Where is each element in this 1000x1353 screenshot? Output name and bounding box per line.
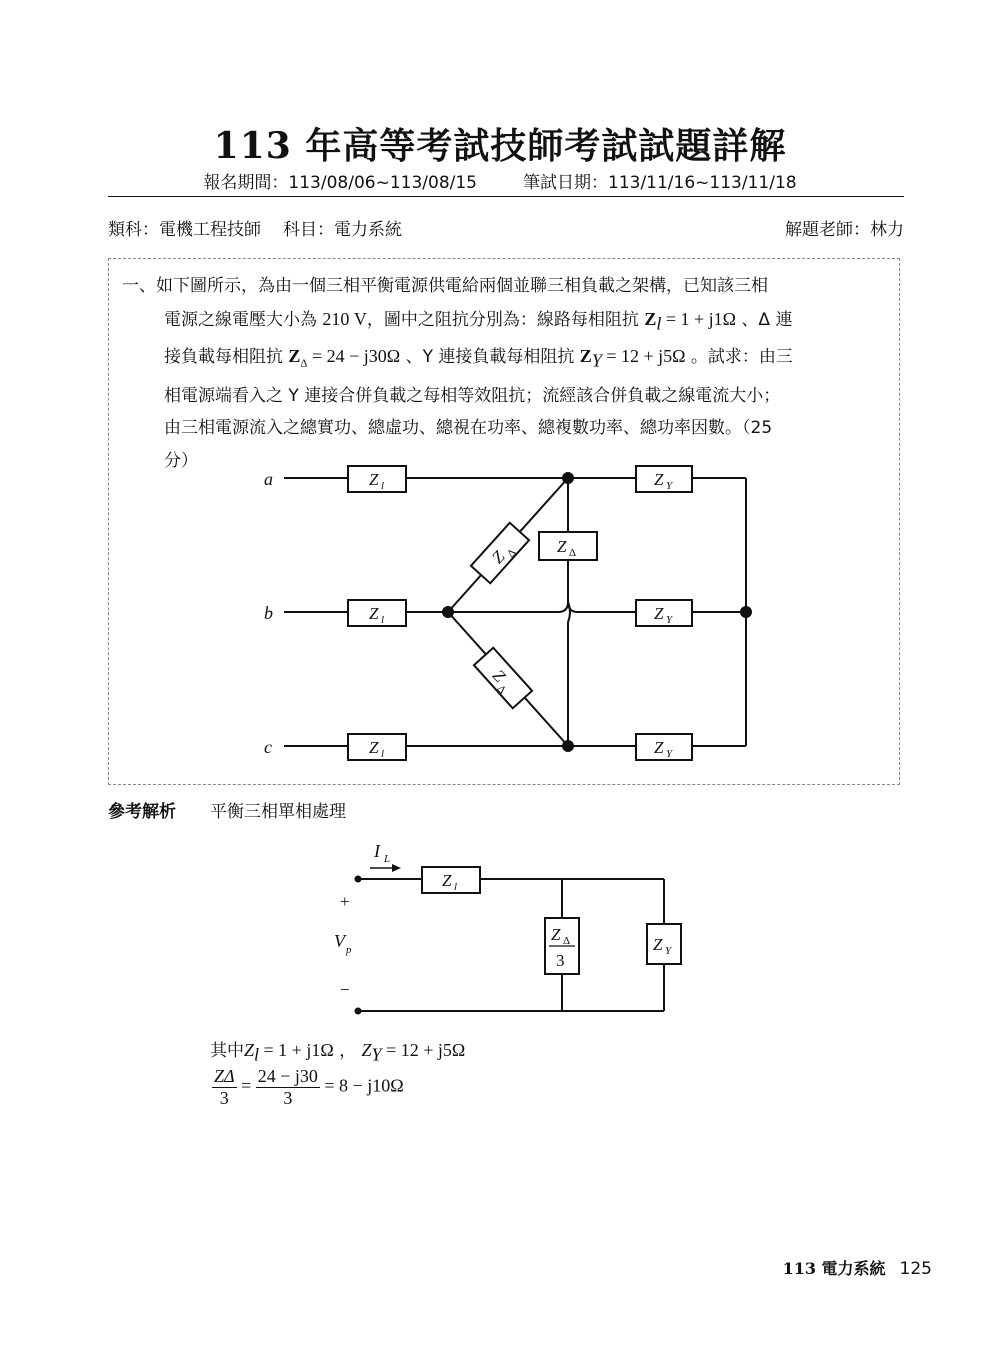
q-l2-b: ，圖中之阻抗分別為：線路每相阻抗 xyxy=(366,309,645,330)
sol-zy-sub: Y xyxy=(371,1044,382,1065)
q-l2-c: 、Δ 連 xyxy=(736,309,793,330)
zl-value: = 1 + j1Ω xyxy=(661,308,737,329)
zy-box-b xyxy=(636,600,692,626)
zy-label-b: Z xyxy=(654,604,664,623)
question-text xyxy=(122,270,894,477)
node-b-label: b xyxy=(264,603,273,623)
zl-symbol: Z xyxy=(644,308,657,329)
zl-sub-c: l xyxy=(381,748,385,760)
zy-box-a xyxy=(636,466,692,492)
wire-hop xyxy=(568,602,570,622)
zd-sub: Δ xyxy=(300,357,308,370)
question-number: 一、 xyxy=(122,276,156,296)
zd-box-vertical xyxy=(539,532,597,560)
sol-zl-eq: = 1 + j1Ω xyxy=(259,1040,334,1060)
sol-zl-symbol: Z xyxy=(244,1040,255,1060)
question-line-6: 分） xyxy=(164,450,198,471)
voltage-label: V xyxy=(334,931,345,951)
sol-zl-sub: l xyxy=(254,1044,260,1065)
fraction-values xyxy=(256,1066,320,1109)
question-line-1 xyxy=(122,270,894,303)
zy-label: Z xyxy=(653,935,663,954)
zy-sub-a: Y xyxy=(666,480,673,492)
q-l3-c: 。試求：由三 xyxy=(685,346,793,367)
question-line-2 xyxy=(122,303,894,340)
q-l3-a: 接負載每相阻抗 xyxy=(164,346,289,367)
frac1-den: 3 xyxy=(219,1088,229,1108)
answer-method: 平衡三相單相處理 xyxy=(210,802,346,822)
line-voltage-value: 210 V xyxy=(322,308,367,329)
zd-value: = 24 − j30Ω xyxy=(307,345,401,366)
node-c-label: c xyxy=(264,737,272,757)
zy-symbol: Z xyxy=(579,345,592,366)
zd-expression xyxy=(288,345,401,370)
plus-sign: + xyxy=(340,892,350,911)
zl-expression xyxy=(644,308,737,334)
zd-upper-sub: Δ xyxy=(504,546,519,561)
zd-lower-label: Z xyxy=(488,665,510,686)
junction-a xyxy=(563,473,573,483)
sol-zy-eq: = 12 + j5Ω xyxy=(381,1040,466,1060)
zy-sub-c: Y xyxy=(666,748,673,760)
zl-label-b: Z xyxy=(369,604,379,623)
y-neutral-node xyxy=(741,607,751,617)
zl-label-c: Z xyxy=(369,738,379,757)
zy-sub-b: Y xyxy=(666,614,673,626)
zd-box-lower xyxy=(472,648,532,710)
zd-upper-label: Z xyxy=(488,547,509,568)
sol-zy-symbol: Z xyxy=(361,1040,372,1060)
q-l3-b: 、Y 連接負載每相阻抗 xyxy=(400,346,580,367)
solution-where-line xyxy=(210,1036,465,1065)
frac1-num: ZΔ xyxy=(214,1066,235,1086)
junction-c xyxy=(563,741,573,751)
teacher: 解題老師：林力 xyxy=(785,220,904,240)
zy-label-a: Z xyxy=(654,470,664,489)
zy-box-c xyxy=(636,734,692,760)
zy-expression xyxy=(579,345,686,371)
where-prefix: 其中 xyxy=(210,1041,244,1061)
page-footer xyxy=(783,1256,932,1279)
zy-label-c: Z xyxy=(654,738,664,757)
current-sub: L xyxy=(384,853,391,865)
zd-symbol: Z xyxy=(288,345,301,366)
zy-sub: Y xyxy=(665,945,672,957)
fraction-zd-over-3 xyxy=(212,1066,237,1109)
q-l2-a: 電源之線電壓大小為 xyxy=(164,309,323,330)
current-arrow-icon xyxy=(392,864,401,872)
minus-sign: − xyxy=(340,980,350,999)
exam-date: 筆試日期：113/11/16~113/11/18 xyxy=(523,173,797,193)
junction-b xyxy=(443,607,453,617)
zd3-label: Z xyxy=(551,925,561,944)
header-divider xyxy=(108,196,904,197)
node-a-label: a xyxy=(264,469,273,489)
zy-sub: Y xyxy=(591,350,602,371)
zy-value: = 12 + j5Ω xyxy=(601,345,686,366)
zl-sub-b: l xyxy=(381,614,385,626)
voltage-sub: p xyxy=(346,944,352,956)
exam-meta xyxy=(0,168,1000,193)
three-phase-circuit-diagram xyxy=(250,455,770,767)
single-phase-equivalent-diagram xyxy=(320,835,700,1020)
frac-result: = 8 − j10Ω xyxy=(324,1075,404,1096)
subject: 科目：電力系統 xyxy=(283,220,402,240)
exam-info xyxy=(108,215,402,240)
frac2-den: 3 xyxy=(283,1088,293,1108)
zd-lower-sub: Δ xyxy=(494,682,509,697)
category: 類科：電機工程技師 xyxy=(108,220,261,240)
frac2-num: 24 − j30 xyxy=(257,1066,318,1086)
answer-label: 參考解析 xyxy=(108,802,176,822)
question-line-3 xyxy=(122,340,894,380)
zl-label-a: Z xyxy=(369,470,379,489)
registration-period: 報名期間：113/08/06~113/08/15 xyxy=(203,173,477,193)
zl-label: Z xyxy=(442,871,452,890)
zd3-denominator: 3 xyxy=(556,951,565,970)
zl-sub: l xyxy=(656,313,662,334)
page-title: 113 年高等考試技師考試試題詳解 xyxy=(213,125,787,167)
question-line-4: 相電源端看入之 Y 連接合併負載之每相等效阻抗；流經該合併負載之線電流大小； xyxy=(164,385,781,406)
question-line-5: 由三相電源流入之總實功、總虛功、總視在功率、總複數功率、總功率因數。（25 xyxy=(164,418,773,439)
zl-sub-a: l xyxy=(381,480,385,492)
page-number: 125 xyxy=(899,1259,932,1279)
footer-label: 113 電力系統 xyxy=(782,1259,886,1278)
zd-vertical-label: Z xyxy=(557,537,567,556)
zd-vertical-sub: Δ xyxy=(569,547,577,559)
sol-sep: ， xyxy=(333,1041,362,1061)
solution-fraction-equation: $\frac{Z\Delta}{3}$ = $\frac{24 - j30}{3}$ = 8 − j10Ω xyxy=(214,1066,404,1108)
zl-sub: l xyxy=(454,881,458,893)
current-label: I xyxy=(374,841,380,861)
question-line-1-text: 如下圖所示，為由一個三相平衡電源供電給兩個並聯三相負載之架構，已知該三相 xyxy=(156,276,768,296)
zd3-sub: Δ xyxy=(563,935,571,947)
